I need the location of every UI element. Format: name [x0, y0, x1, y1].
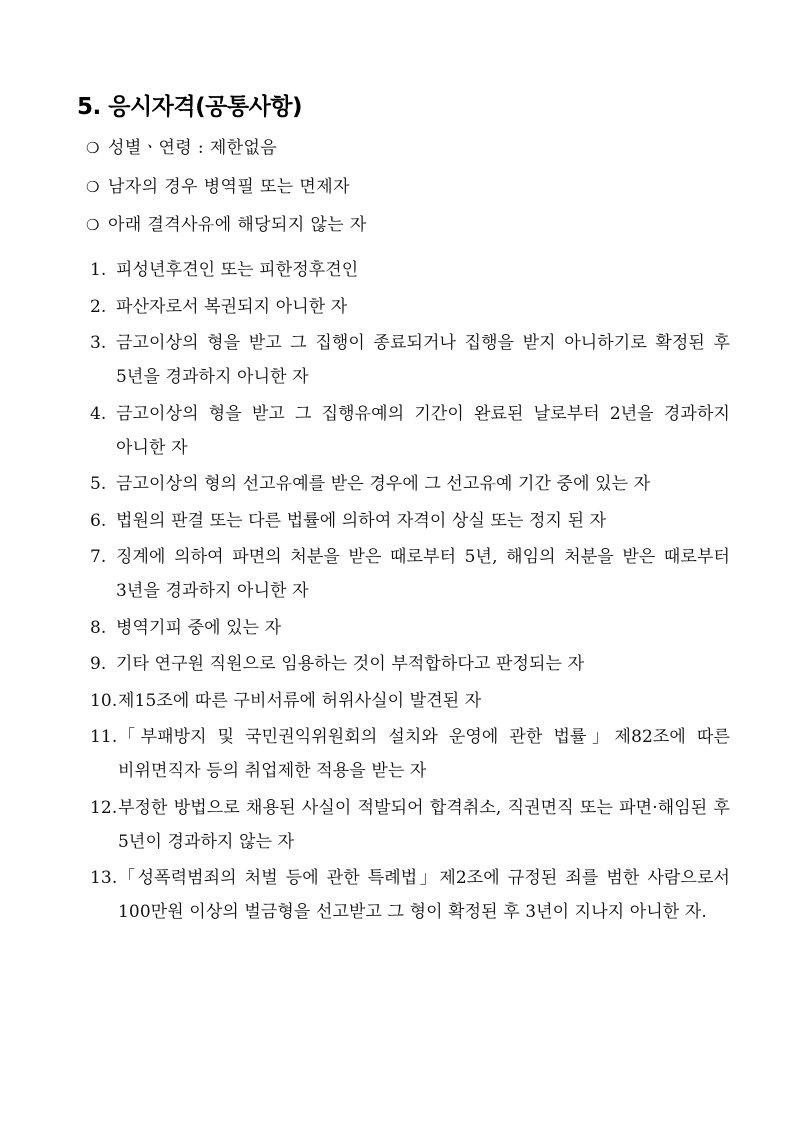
item-number: 11. — [90, 727, 118, 747]
bullet-military — [86, 175, 746, 214]
item-number: 7. — [90, 547, 107, 567]
list-item — [90, 504, 730, 538]
item-text: 기타 연구원 직원으로 임용하는 것이 부적합하다고 판정되는 자 — [116, 654, 585, 674]
item-number: 10. — [90, 690, 118, 711]
item-text: 파산자로서 복권되지 아니한 자 — [116, 296, 348, 317]
section-title: 5. 응시자격(공통사항) — [77, 94, 303, 120]
item-number: 6. — [90, 510, 107, 531]
list-item — [90, 397, 730, 465]
bullet-gender-age — [86, 136, 746, 175]
item-text: 금고이상의 형을 받고 그 집행이 종료되거나 집행을 받지 아니하기로 확정된 후 5년을 경과하지 아니한 자 — [116, 333, 730, 387]
list-item — [90, 540, 730, 608]
list-item — [90, 290, 730, 324]
circle-bullet-icon: ❍ — [86, 177, 100, 196]
bullet-disqualification — [86, 213, 746, 252]
item-number: 13. — [90, 868, 118, 888]
item-text: 병역기피 중에 있는 자 — [116, 617, 282, 638]
list-item — [90, 611, 730, 645]
item-number: 5. — [90, 474, 107, 494]
item-text: 부정한 방법으로 채용된 사실이 적발되어 합격취소, 직권면직 또는 파면·해임된 후 5년이 경과하지 않는 자 — [118, 797, 730, 852]
bullet-text: 남자의 경우 병역필 또는 면제자 — [108, 176, 350, 197]
item-text: 피성년후견인 또는 피한정후견인 — [116, 260, 359, 280]
list-item — [90, 467, 730, 501]
list-item — [90, 720, 730, 788]
bullet-text: 성별ㆍ연령 : 제한없음 — [108, 138, 278, 158]
item-number: 2. — [90, 296, 107, 317]
item-text: 금고이상의 형을 받고 그 집행유예의 기간이 완료된 날로부터 2년을 경과하지 아니한 자 — [116, 403, 730, 458]
item-text: 「부패방지 및 국민권익위원회의 설치와 운영에 관한 법률」제82조에 따른 비위면직자 등의 취업제한 적용을 받는 자 — [118, 727, 730, 781]
item-number: 8. — [90, 617, 107, 638]
item-number: 1. — [90, 260, 107, 280]
list-item — [90, 326, 730, 394]
item-text: 금고이상의 형의 선고유예를 받은 경우에 그 선고유예 기간 중에 있는 자 — [116, 474, 651, 494]
list-item — [90, 861, 730, 929]
item-number: 12. — [90, 797, 118, 818]
item-text: 제15조에 따른 구비서류에 허위사실이 발견된 자 — [118, 690, 482, 711]
item-text: 「성폭력범죄의 처벌 등에 관한 특례법」제2조에 규정된 죄를 범한 사람으로서 100만원 이상의 벌금형을 선고받고 그 형이 확정된 후 3년이 지나지 아니한 자. — [118, 868, 730, 922]
eligibility-bullets — [86, 136, 746, 252]
bullet-text: 아래 결격사유에 해당되지 않는 자 — [108, 215, 367, 235]
item-number: 9. — [90, 654, 107, 674]
item-text: 법원의 판결 또는 다른 법률에 의하여 자격이 상실 또는 정지 된 자 — [116, 510, 607, 531]
item-number: 4. — [90, 403, 107, 424]
circle-bullet-icon: ❍ — [86, 139, 100, 157]
list-item — [90, 791, 730, 859]
disqualification-list — [90, 253, 730, 932]
item-number: 3. — [90, 333, 107, 353]
circle-bullet-icon: ❍ — [86, 216, 100, 234]
list-item — [90, 684, 730, 718]
list-item — [90, 647, 730, 681]
item-text: 징계에 의하여 파면의 처분을 받은 때로부터 5년, 해임의 처분을 받은 때로부터 3년을 경과하지 아니한 자 — [116, 547, 730, 601]
list-item — [90, 253, 730, 287]
